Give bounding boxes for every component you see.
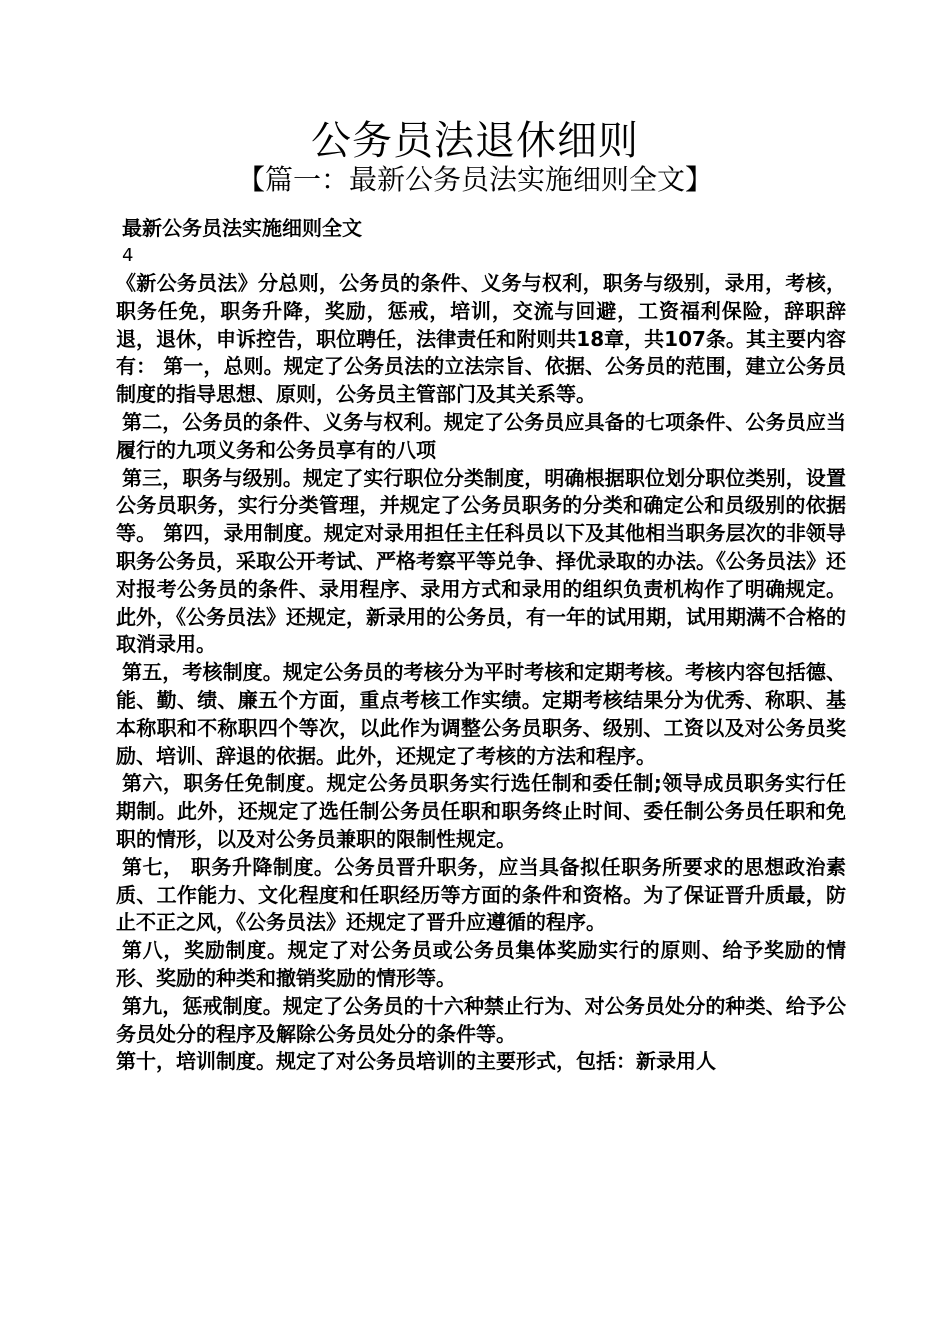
paragraph-position-and-rank: 第三，职务与级别。规定了实行职位分类制度，明确根据职位划分职位类别，设置公务员职务，实行分类管理，并规定了公务员职务的分类和确定公和员级别的依据等。 第四，录用制度。规定对录用担任主任科员以下及其他相当职务层次的非领导职务公务员，采取公开考试、严格考察平等兑争、择优录取的办法。《公务员法》还对报考公务员的条件、录用程序、录用方式和录用的组织负责机构作了明确规定。此外，《公务员法》还规定，新录用的公务员，有一年的试用期，试用期满不合格的取消录用。 [116,465,846,657]
section-heading: 最新公务员法实施细则全文 [122,216,362,240]
paragraph-rewards: 第八，奖励制度。规定了对公务员或公务员集体奖励实行的原则、给予奖励的情形、奖励的种类和撤销奖励的情形等。 [116,938,846,990]
document-title: 公务员法退休细则 [311,118,639,164]
paragraph-appointment-removal: 第六，职务任免制度。规定公务员职务实行选任制和委任制;领导成员职务实行任期制。此外，还规定了选任制公务员任职和职务终止时间、委任制公务员任职和免职的情形，以及对公务员兼职的限制性规定。 [116,771,846,851]
paragraph-discipline: 第九，惩戒制度。规定了公务员的十六种禁止行为、对公务员处分的种类、给予公务员处分的程序及解除公务员处分的条件等。 [116,993,846,1046]
document-body [116,214,846,1076]
paragraph-training: 第十，培训制度。规定了对公务员培训的主要形式，包括：新录用人 [116,1049,716,1074]
paragraph-conditions-duties-rights: 第二，公务员的条件、义务与权利。规定了公务员应具备的七项条件、公务员应当履行的九项义务和公务员享有的八项 [116,409,846,462]
page-marker: 4 [122,245,134,266]
paragraph-promotion-demotion: 第七， 职务升降制度。公务员晋升职务，应当具备拟任职务所要求的思想政治素质、工作能力、文化程度和任职经历等方面的条件和资格。为了保证晋升质最，防止不正之风，《公务员法》还规定了晋升应遵循的程序。 [116,854,846,935]
document-subtitle: 【篇一：最新公务员法实施细则全文】 [236,163,713,196]
paragraph-assessment: 第五，考核制度。规定公务员的考核分为平时考核和定期考核。考核内容包括德、能、勤、绩、廉五个方面，重点考核工作实绩。定期考核结果分为优秀、称职、基本称职和不称职四个等次，以此作为调整公务员职务、级别、工资以及对公务员奖励、培训、辞退的依据。此外，还规定了考核的方法和程序。 [116,660,846,768]
paragraph-general-provisions: 《新公务员法》分总则，公务员的条件、义务与权利，职务与级别，录用，考核，职务任免，职务升降，奖励，惩戒，培训，交流与回避，工资福利保险，辞职辞退，退休，申诉控告，职位聘任，法律责任和附则共18章，共107条。其主要内容有： 第一，总则。规定了公务员法的立法宗旨、依据、公务员的范围，建立公务员制度的指导思想、原则，公务员主管部门及其关系等。 [116,271,846,407]
